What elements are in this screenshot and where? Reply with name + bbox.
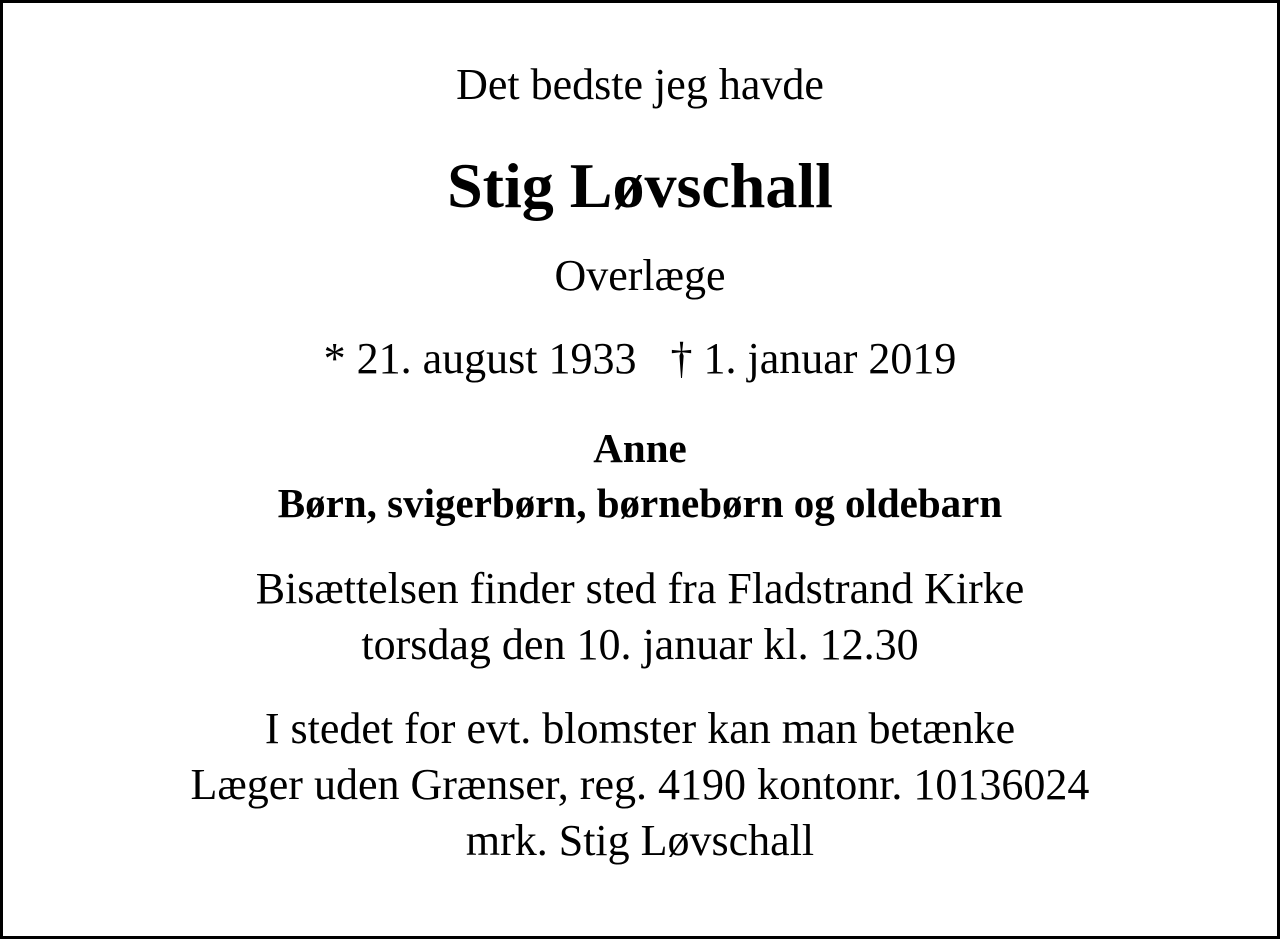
life-dates	[3, 334, 1277, 383]
mourner-line: Børn, svigerbørn, børnebørn og oldebarn	[277, 480, 1003, 526]
deceased-title: Overlæge	[554, 251, 726, 300]
intro-text: Det bedste jeg havde	[456, 60, 824, 109]
mourner-line: Anne	[593, 425, 687, 471]
donation-line: mrk. Stig Løvschall	[465, 816, 815, 865]
service-line: torsdag den 10. januar kl. 12.30	[361, 620, 919, 669]
death-date: † 1. januar 2019	[670, 334, 957, 383]
donation-line: I stedet for evt. blomster kan man betænke	[264, 704, 1016, 753]
donation-line: Læger uden Grænser, reg. 4190 kontonr. 10136024	[190, 760, 1090, 809]
birth-date: * 21. august 1933	[323, 334, 637, 383]
service-line: Bisættelsen finder sted fra Fladstrand Kirke	[255, 564, 1025, 613]
deceased-name: Stig Løvschall	[447, 150, 833, 221]
